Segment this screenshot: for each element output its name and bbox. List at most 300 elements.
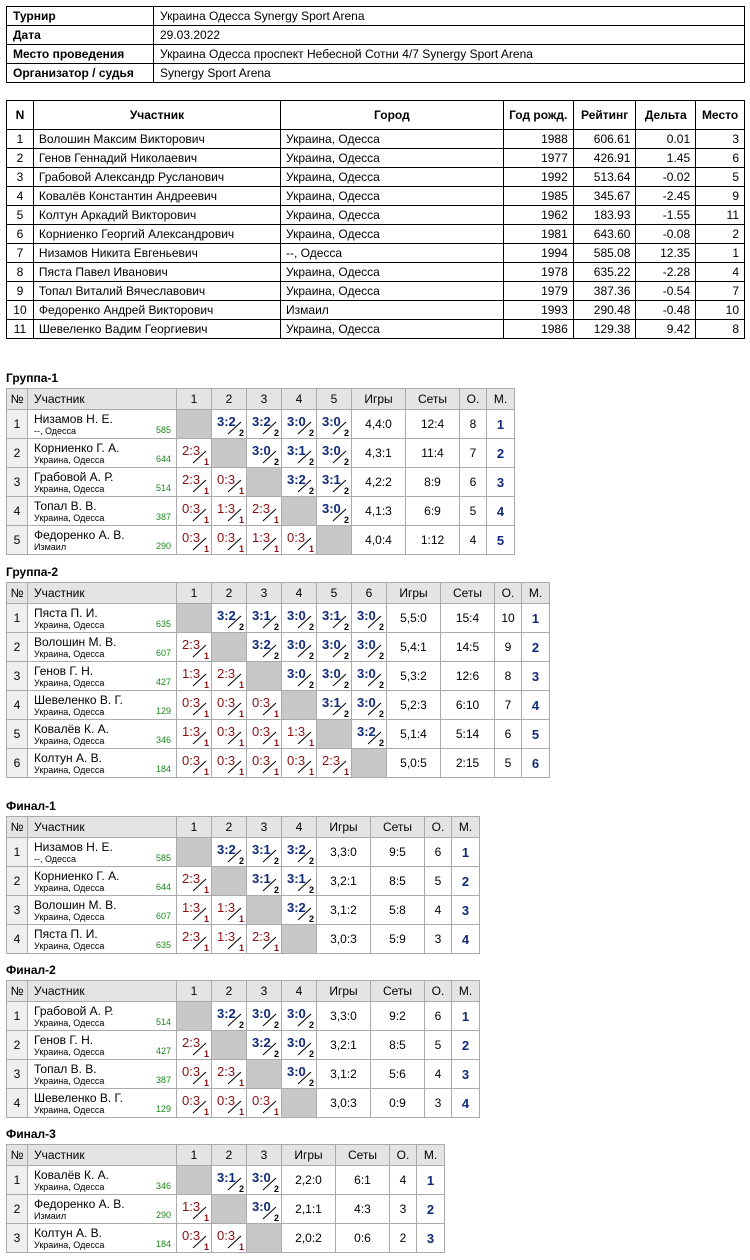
match-result-cell: [282, 410, 317, 439]
match-result-cell: [317, 691, 352, 720]
participant-birth-year: 1979: [503, 282, 573, 301]
group-row-n: 1: [7, 604, 28, 633]
group-row-n: 1: [7, 1002, 28, 1031]
group-table-body: [7, 1002, 480, 1118]
group-points: 6: [425, 838, 452, 867]
match-score: 3:0: [287, 666, 306, 681]
col-header-city: Город: [281, 101, 504, 130]
match-result: [282, 838, 316, 866]
match-result: [247, 1195, 281, 1223]
participant-city: Украина, Одесса: [281, 168, 504, 187]
match-result: [247, 1089, 281, 1117]
participant-birth-year: 1988: [503, 130, 573, 149]
group-col-points: О.: [425, 817, 452, 838]
match-points: 1: [273, 738, 279, 748]
self-match-cell: [212, 633, 247, 662]
self-match-cell: [177, 604, 212, 633]
match-points: 2: [343, 457, 349, 467]
player-rating: 290: [155, 541, 171, 551]
info-key: Место проведения: [7, 45, 154, 64]
match-score: 3:0: [357, 608, 376, 623]
match-result: [212, 1060, 246, 1088]
participant-delta: -2.45: [636, 187, 696, 206]
match-points: 2: [273, 1184, 279, 1194]
group-row: [7, 838, 480, 867]
participant-place: 9: [696, 187, 745, 206]
group-place: 2: [452, 867, 480, 896]
participant-place: 3: [696, 130, 745, 149]
group-row: [7, 1166, 445, 1195]
participant-birth-year: 1985: [503, 187, 573, 206]
match-result-cell: [177, 720, 212, 749]
participant-name: Топал Виталий Вячеславович: [33, 282, 280, 301]
match-points: 1: [203, 914, 209, 924]
group-row-n: 3: [7, 896, 28, 925]
match-result-cell: [282, 896, 317, 925]
group-place: 2: [452, 1031, 480, 1060]
participant-row: [7, 225, 745, 244]
match-result-cell: [247, 1195, 282, 1224]
participant-place: 8: [696, 320, 745, 339]
match-points: 2: [238, 1020, 244, 1030]
match-points: 1: [203, 457, 209, 467]
group-col-games: Игры: [352, 389, 406, 410]
match-result: [212, 410, 246, 438]
match-score: 3:1: [217, 1170, 236, 1185]
group-col-player: Участник: [28, 1145, 177, 1166]
match-result-cell: [282, 526, 317, 555]
group-player-cell: [28, 526, 177, 555]
match-score: 3:2: [252, 414, 271, 429]
self-match-cell: [247, 662, 282, 691]
group-place: 3: [452, 1060, 480, 1089]
participant-birth-year: 1981: [503, 225, 573, 244]
group-points: 7: [460, 439, 487, 468]
player-rating: 387: [155, 512, 171, 522]
player-rating: 129: [155, 1104, 171, 1114]
self-match-cell: [247, 1060, 282, 1089]
match-points: 2: [308, 457, 314, 467]
match-points: 1: [203, 1049, 209, 1059]
player-rating: 290: [155, 1210, 171, 1220]
participant-rating: 387.36: [573, 282, 636, 301]
match-score: 3:2: [217, 608, 236, 623]
match-score: 3:2: [252, 1035, 271, 1050]
group-games: 3,0:3: [317, 925, 371, 954]
match-result: [352, 662, 386, 690]
match-score: 3:0: [322, 414, 341, 429]
match-result: [282, 439, 316, 467]
group-player-cell: [28, 838, 177, 867]
group-row: [7, 439, 515, 468]
match-points: 1: [203, 709, 209, 719]
match-points: 2: [273, 1020, 279, 1030]
group-col-games: Игры: [317, 981, 371, 1002]
participant-row: [7, 149, 745, 168]
match-result: [177, 1060, 211, 1088]
match-score: 0:3: [217, 1093, 236, 1108]
group-sets: 8:5: [371, 867, 425, 896]
match-result: [317, 662, 351, 690]
match-result: [317, 468, 351, 496]
group-sets: 0:9: [371, 1089, 425, 1118]
participant-n: 4: [7, 187, 34, 206]
group-place: 3: [417, 1224, 445, 1253]
match-points: 1: [273, 1107, 279, 1117]
player-name: Федоренко А. В.: [34, 1196, 125, 1211]
match-score: 2:3: [182, 637, 201, 652]
group-col-opponent: 1: [177, 583, 212, 604]
match-result-cell: [212, 1060, 247, 1089]
group-col-place: М.: [452, 817, 480, 838]
participant-city: Украина, Одесса: [281, 320, 504, 339]
info-value: Synergy Sport Arena: [154, 64, 745, 83]
match-points: 1: [203, 767, 209, 777]
self-match-cell: [282, 691, 317, 720]
match-result: [212, 838, 246, 866]
match-result-cell: [212, 838, 247, 867]
player-rating: 427: [155, 1046, 171, 1056]
player-city: Украина, Одесса: [34, 764, 105, 775]
match-score: 1:3: [182, 1199, 201, 1214]
group-table-body: [7, 410, 515, 555]
match-score: 0:3: [252, 1093, 271, 1108]
match-result: [212, 720, 246, 748]
group-col-opponent: 3: [247, 1145, 282, 1166]
player-city: Украина, Одесса: [34, 619, 105, 630]
match-result-cell: [177, 1195, 212, 1224]
info-row: [7, 26, 745, 45]
group-sets: 15:4: [441, 604, 495, 633]
group-games: 3,3:0: [317, 1002, 371, 1031]
match-score: 3:0: [322, 443, 341, 458]
match-result: [282, 720, 316, 748]
player-name: Грабовой А. Р.: [34, 1003, 114, 1018]
group-sets: 9:2: [371, 1002, 425, 1031]
match-score: 3:2: [357, 724, 376, 739]
match-score: 3:1: [322, 608, 341, 623]
group-col-sets: Сеты: [441, 583, 495, 604]
participant-city: Украина, Одесса: [281, 225, 504, 244]
match-points: 2: [343, 622, 349, 632]
match-result: [352, 691, 386, 719]
self-match-cell: [317, 720, 352, 749]
player-rating: 585: [155, 853, 171, 863]
participants-body: [7, 130, 745, 339]
player-city: Украина, Одесса: [34, 1075, 105, 1086]
match-points: 2: [343, 515, 349, 525]
match-score: 3:0: [357, 695, 376, 710]
player-name: Федоренко А. В.: [34, 527, 125, 542]
group-sets: 5:8: [371, 896, 425, 925]
group-col-opponent: 4: [282, 389, 317, 410]
match-result-cell: [177, 749, 212, 778]
group-place: 1: [417, 1166, 445, 1195]
participant-delta: 0.01: [636, 130, 696, 149]
match-result-cell: [352, 720, 387, 749]
participant-city: Украина, Одесса: [281, 282, 504, 301]
match-points: 2: [273, 428, 279, 438]
participants-header-row: [7, 101, 745, 130]
match-result: [247, 497, 281, 525]
participant-rating: 426.91: [573, 149, 636, 168]
group-sets: 8:5: [371, 1031, 425, 1060]
match-points: 2: [343, 709, 349, 719]
group-games: 4,0:4: [352, 526, 406, 555]
match-result-cell: [212, 497, 247, 526]
match-result-cell: [317, 410, 352, 439]
match-score: 0:3: [182, 501, 201, 516]
match-points: 2: [308, 885, 314, 895]
match-score: 3:1: [322, 472, 341, 487]
participant-delta: -0.48: [636, 301, 696, 320]
match-score: 3:0: [287, 1064, 306, 1079]
match-points: 1: [203, 515, 209, 525]
group-sets: 9:5: [371, 838, 425, 867]
group-table: [6, 1144, 445, 1253]
group-col-opponent: 2: [212, 817, 247, 838]
player-city: Украина, Одесса: [34, 1181, 105, 1192]
group-player-cell: [28, 867, 177, 896]
participant-name: Низамов Никита Евгеньевич: [33, 244, 280, 263]
tournament-info-table: [6, 6, 745, 83]
group-player-cell: [28, 662, 177, 691]
match-result: [282, 1002, 316, 1030]
group-row: [7, 497, 515, 526]
player-city: Украина, Одесса: [34, 512, 105, 523]
group-sets: 12:6: [441, 662, 495, 691]
player-city: Украина, Одесса: [34, 706, 105, 717]
participant-place: 10: [696, 301, 745, 320]
match-result-cell: [247, 604, 282, 633]
match-result: [247, 867, 281, 895]
player-name: Шевеленко В. Г.: [34, 692, 123, 707]
match-result: [317, 497, 351, 525]
group-col-games: Игры: [282, 1145, 336, 1166]
group-row-n: 2: [7, 633, 28, 662]
group-col-n: №: [7, 389, 28, 410]
group-games: 3,1:2: [317, 896, 371, 925]
player-name: Грабовой А. Р.: [34, 469, 114, 484]
group-place: 3: [452, 896, 480, 925]
group-row: [7, 604, 550, 633]
player-name: Генов Г. Н.: [34, 663, 94, 678]
group-points: 6: [425, 1002, 452, 1031]
match-score: 1:3: [182, 900, 201, 915]
match-score: 0:3: [287, 753, 306, 768]
match-points: 1: [238, 914, 244, 924]
match-result: [212, 1002, 246, 1030]
match-points: 2: [308, 680, 314, 690]
match-points: 2: [308, 856, 314, 866]
match-score: 0:3: [287, 530, 306, 545]
group-row-n: 2: [7, 1195, 28, 1224]
participant-delta: 12.35: [636, 244, 696, 263]
match-result-cell: [317, 604, 352, 633]
player-name: Пяста П. И.: [34, 926, 98, 941]
group-row-n: 3: [7, 468, 28, 497]
match-result: [282, 526, 316, 554]
match-result: [212, 604, 246, 632]
participant-n: 7: [7, 244, 34, 263]
match-points: 1: [203, 680, 209, 690]
match-result: [177, 720, 211, 748]
match-result-cell: [177, 439, 212, 468]
participant-delta: 9.42: [636, 320, 696, 339]
match-points: 1: [273, 767, 279, 777]
participant-place: 1: [696, 244, 745, 263]
player-city: Украина, Одесса: [34, 882, 105, 893]
player-rating: 635: [155, 940, 171, 950]
player-city: Украина, Одесса: [34, 677, 105, 688]
match-points: 1: [203, 943, 209, 953]
group-table-header: [7, 817, 480, 838]
match-result: [247, 691, 281, 719]
match-result-cell: [317, 662, 352, 691]
group-games: 3,1:2: [317, 1060, 371, 1089]
group-points: 4: [460, 526, 487, 555]
group-player-cell: [28, 720, 177, 749]
player-city: Украина, Одесса: [34, 1046, 105, 1057]
participant-birth-year: 1993: [503, 301, 573, 320]
match-result-cell: [212, 691, 247, 720]
group-sets: 5:14: [441, 720, 495, 749]
group-col-player: Участник: [28, 583, 177, 604]
participant-n: 11: [7, 320, 34, 339]
group-row: [7, 1195, 445, 1224]
match-result: [177, 468, 211, 496]
match-result-cell: [282, 1002, 317, 1031]
match-result-cell: [282, 1031, 317, 1060]
match-result: [282, 749, 316, 777]
player-rating: 346: [155, 1181, 171, 1191]
group-col-opponent: 5: [317, 583, 352, 604]
player-rating: 427: [155, 677, 171, 687]
group-col-games: Игры: [317, 817, 371, 838]
player-rating: 514: [155, 1017, 171, 1027]
group-place: 4: [452, 1089, 480, 1118]
group-col-opponent: 5: [317, 389, 352, 410]
group-col-n: №: [7, 1145, 28, 1166]
group-row-n: 5: [7, 720, 28, 749]
match-points: 1: [273, 544, 279, 554]
participant-n: 5: [7, 206, 34, 225]
match-score: 3:0: [287, 1006, 306, 1021]
group-col-opponent: 6: [352, 583, 387, 604]
match-points: 1: [238, 515, 244, 525]
group-col-opponent: 1: [177, 981, 212, 1002]
match-points: 1: [203, 651, 209, 661]
group-games: 3,2:1: [317, 867, 371, 896]
match-score: 2:3: [252, 929, 271, 944]
match-result-cell: [212, 925, 247, 954]
group-row: [7, 1031, 480, 1060]
group-sets: 6:10: [441, 691, 495, 720]
participant-n: 2: [7, 149, 34, 168]
player-city: --, Одесса: [34, 425, 77, 436]
participant-delta: -0.54: [636, 282, 696, 301]
match-score: 2:3: [182, 1035, 201, 1050]
group-games: 5,4:1: [387, 633, 441, 662]
player-city: --, Одесса: [34, 853, 77, 864]
group-col-place: М.: [522, 583, 550, 604]
match-result: [247, 925, 281, 953]
group-player-cell: [28, 1195, 177, 1224]
info-key: Дата: [7, 26, 154, 45]
group-games: 4,3:1: [352, 439, 406, 468]
match-result: [247, 439, 281, 467]
player-rating: 387: [155, 1075, 171, 1085]
player-city: Украина, Одесса: [34, 1017, 105, 1028]
match-result-cell: [177, 1089, 212, 1118]
group-points: 5: [425, 867, 452, 896]
info-row: [7, 45, 745, 64]
match-score: 0:3: [217, 472, 236, 487]
group-games: 4,1:3: [352, 497, 406, 526]
match-score: 0:3: [252, 724, 271, 739]
group-player-cell: [28, 604, 177, 633]
match-result: [282, 633, 316, 661]
match-score: 3:0: [287, 637, 306, 652]
group-row-n: 1: [7, 1166, 28, 1195]
match-score: 3:2: [287, 900, 306, 915]
match-result-cell: [282, 604, 317, 633]
group-col-points: О.: [390, 1145, 417, 1166]
match-points: 2: [273, 651, 279, 661]
match-score: 3:2: [287, 472, 306, 487]
group-title: Финал-1: [6, 799, 56, 813]
group-title: Группа-2: [6, 565, 59, 579]
self-match-cell: [352, 749, 387, 778]
match-result-cell: [352, 633, 387, 662]
group-col-points: О.: [425, 981, 452, 1002]
group-row-n: 4: [7, 497, 28, 526]
group-points: 4: [425, 1060, 452, 1089]
match-result-cell: [247, 867, 282, 896]
match-points: 2: [238, 1184, 244, 1194]
participant-row: [7, 187, 745, 206]
group-points: 4: [390, 1166, 417, 1195]
group-place: 1: [452, 838, 480, 867]
self-match-cell: [317, 526, 352, 555]
group-header-row: [7, 817, 480, 838]
player-rating: 585: [155, 425, 171, 435]
group-games: 5,5:0: [387, 604, 441, 633]
group-sets: 2:15: [441, 749, 495, 778]
group-table-body: [7, 1166, 445, 1253]
participant-rating: 290.48: [573, 301, 636, 320]
match-result-cell: [212, 1166, 247, 1195]
participant-rating: 585.08: [573, 244, 636, 263]
match-result-cell: [212, 526, 247, 555]
match-score: 3:1: [252, 608, 271, 623]
group-col-sets: Сеты: [371, 981, 425, 1002]
match-score: 3:2: [252, 637, 271, 652]
group-place: 4: [522, 691, 550, 720]
match-points: 1: [203, 1213, 209, 1223]
match-result-cell: [247, 720, 282, 749]
match-result-cell: [177, 526, 212, 555]
group-sets: 6:9: [406, 497, 460, 526]
match-points: 2: [238, 622, 244, 632]
group-col-opponent: 3: [247, 389, 282, 410]
group-player-cell: [28, 1166, 177, 1195]
player-rating: 129: [155, 706, 171, 716]
player-rating: 607: [155, 911, 171, 921]
group-table-header: [7, 583, 550, 604]
player-name: Волошин М. В.: [34, 634, 117, 649]
match-result-cell: [177, 867, 212, 896]
